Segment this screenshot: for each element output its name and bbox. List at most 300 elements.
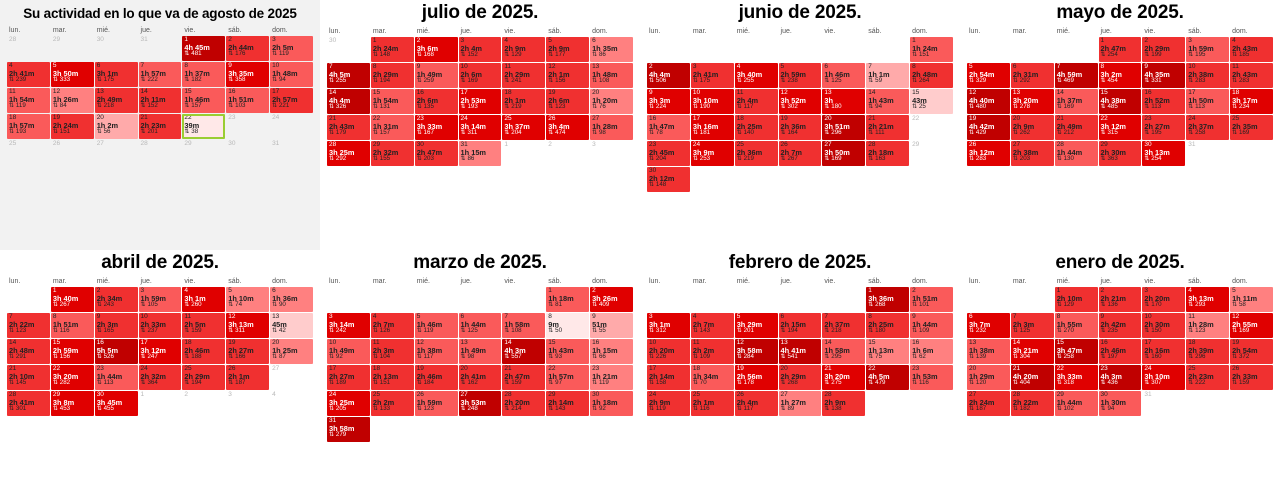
calendar-cell-day[interactable] [7,339,50,364]
calendar-cell-day[interactable] [779,89,822,114]
calendar-cell-day[interactable] [1055,63,1098,88]
calendar-cell-day[interactable] [459,391,502,416]
calendar-cell-day[interactable] [7,391,50,416]
calendar-cell-day[interactable] [1099,365,1142,390]
calendar-cell-day[interactable] [1230,313,1273,338]
day-count: ⇅ 526 [96,353,114,361]
calendar-cell-day[interactable] [226,88,269,113]
calendar-cell-day[interactable] [415,391,458,416]
calendar-cell-day[interactable] [735,391,778,416]
calendar-cell-day[interactable] [590,339,633,364]
calendar-cell-day[interactable] [95,313,138,338]
day-count: ⇅ 58 [1232,301,1246,309]
calendar-cell-day[interactable] [95,62,138,87]
calendar-cell-day[interactable] [1142,141,1185,166]
calendar-cell-day[interactable] [371,391,414,416]
calendar-cell-day[interactable] [590,391,633,416]
calendar-cell-day[interactable] [1099,37,1142,62]
calendar-cell-day[interactable] [1055,115,1098,140]
calendar-cell-day[interactable] [1230,115,1273,140]
calendar-cell-day[interactable] [139,365,182,390]
calendar-cell-day[interactable] [1142,115,1185,140]
calendar-cell-day[interactable] [910,339,953,364]
calendar-cell-day[interactable] [647,167,690,192]
calendar-cell-day[interactable] [590,287,633,312]
calendar-cell-day[interactable] [327,89,370,114]
day-duration: 2h 4m [736,95,759,105]
calendar-cell-day[interactable] [691,313,734,338]
day-duration: 1h 38m [969,345,995,355]
calendar-cell-day[interactable] [502,115,545,140]
calendar-cell-day[interactable] [691,141,734,166]
day-number: 23 [649,140,657,148]
calendar-cell-day[interactable] [1055,89,1098,114]
calendar-cell-day[interactable] [647,63,690,88]
weekday-header: mar. [52,277,67,285]
calendar-cell-day[interactable] [910,63,953,88]
calendar-cell-day[interactable] [546,313,589,338]
calendar-cell-day[interactable] [647,141,690,166]
day-count: ⇅ 254 [1100,51,1118,59]
calendar-cell-day[interactable] [459,141,502,166]
calendar-cell-day[interactable] [1186,313,1229,338]
calendar-cell-day[interactable] [51,365,94,390]
day-duration: 3h 17m [1232,95,1258,105]
day-number: 14 [329,88,337,96]
calendar-cell-day[interactable] [647,339,690,364]
calendar-cell-day[interactable] [371,115,414,140]
calendar-cell-day[interactable] [51,88,94,113]
calendar-cell-day[interactable] [1099,63,1142,88]
day-count: ⇅ 136 [1100,301,1118,309]
calendar-cell-day[interactable] [1011,115,1054,140]
calendar-cell-day[interactable] [371,141,414,166]
calendar-cell-day[interactable] [182,287,225,312]
calendar-cell-day[interactable] [1230,339,1273,364]
calendar-cell-day[interactable] [779,141,822,166]
calendar-cell-day[interactable] [226,365,269,390]
calendar-cell-day[interactable] [182,365,225,390]
calendar-cell-day[interactable] [546,63,589,88]
calendar-cell-day[interactable] [327,339,370,364]
calendar-cell-day[interactable] [182,114,225,139]
calendar-cell-day[interactable] [1142,365,1185,390]
calendar-cell-day[interactable] [415,141,458,166]
day-number: 6 [780,312,785,320]
calendar-cell-day[interactable] [779,63,822,88]
day-duration: 4h 45m [184,42,210,52]
day-count: ⇅ 169 [1056,103,1074,111]
calendar-cell-day[interactable] [1230,287,1273,312]
calendar-cell-day[interactable] [590,89,633,114]
calendar-cell-day[interactable] [182,339,225,364]
calendar-cell-day[interactable] [1186,115,1229,140]
calendar-cell-day[interactable] [735,89,778,114]
calendar-cell-day[interactable] [1011,63,1054,88]
calendar-cell-day[interactable] [327,313,370,338]
calendar-cell-day[interactable] [1011,141,1054,166]
calendar-cell-day[interactable] [270,88,313,113]
weekday-header: lun. [649,27,661,35]
calendar-cell-day[interactable] [546,339,589,364]
calendar-cell-day[interactable] [779,313,822,338]
calendar-cell-day[interactable] [1186,339,1229,364]
calendar-cell-day[interactable] [647,115,690,140]
calendar-cell-day[interactable] [7,114,50,139]
calendar-cell-day[interactable] [967,63,1010,88]
calendar-week-row [967,89,1273,114]
calendar-cell-day[interactable] [590,115,633,140]
calendar-cell-day[interactable] [866,365,909,390]
calendar-cell-day[interactable] [226,36,269,61]
calendar-cell-day[interactable] [546,115,589,140]
calendar-cell-day[interactable] [327,391,370,416]
calendar-cell-day[interactable] [415,365,458,390]
day-duration: 2h 54m [969,69,995,79]
calendar-cell-day[interactable] [182,36,225,61]
calendar-cell-day[interactable] [1099,89,1142,114]
calendar-cell-day[interactable] [691,391,734,416]
calendar-cell-day[interactable] [1142,37,1185,62]
calendar-cell-day[interactable] [1142,339,1185,364]
calendar-cell-day[interactable] [270,36,313,61]
calendar-cell-day[interactable] [1099,115,1142,140]
day-count: ⇅ 123 [9,327,27,335]
calendar-cell-day[interactable] [95,339,138,364]
calendar-cell-day[interactable] [590,313,633,338]
calendar-cell-day[interactable] [546,391,589,416]
day-duration: 1h 59m [1188,43,1214,53]
calendar-cell-day[interactable] [822,141,865,166]
calendar-cell-day[interactable] [459,37,502,62]
day-count: ⇅ 59 [868,77,883,85]
calendar-cell-day[interactable] [1186,63,1229,88]
calendar-cell-day[interactable] [910,365,953,390]
calendar-cell-day[interactable] [270,313,313,338]
calendar-cell-day[interactable] [866,63,909,88]
day-duration: 39m [184,120,200,130]
calendar-cell-day[interactable] [502,313,545,338]
calendar-cell-day[interactable] [139,339,182,364]
calendar-cell-day[interactable] [51,313,94,338]
weekday-header: lun. [969,277,981,285]
calendar-cell-day[interactable] [371,339,414,364]
calendar-cell-day[interactable] [1099,339,1142,364]
calendar-cell-day[interactable] [415,37,458,62]
calendar-cell-day[interactable] [1055,339,1098,364]
calendar-cell-day[interactable] [866,115,909,140]
day-duration: 1h 57m [548,371,574,381]
calendar-cell-day[interactable] [822,115,865,140]
calendar-cell-day[interactable] [95,114,138,139]
calendar-cell-day[interactable] [226,339,269,364]
weekday-header: jue. [780,277,792,285]
calendar-cell-day[interactable] [51,339,94,364]
calendar-cell-day[interactable] [967,365,1010,390]
calendar-week-row [7,365,313,390]
calendar-cell-day[interactable] [1011,339,1054,364]
calendar-cell-day[interactable] [139,62,182,87]
calendar-cell-day[interactable] [1055,365,1098,390]
calendar-cell-day[interactable] [590,365,633,390]
calendar-cell-day[interactable] [866,339,909,364]
calendar-cell-day[interactable] [967,141,1010,166]
day-duration: 3h [824,95,833,105]
calendar-cell-day[interactable] [1230,63,1273,88]
calendar-cell-day[interactable] [139,88,182,113]
calendar-cell-day[interactable] [822,89,865,114]
calendar-cell-day[interactable] [1230,365,1273,390]
calendar-cell-day[interactable] [1230,37,1273,62]
calendar-cell-day[interactable] [371,63,414,88]
calendar-cell-empty [371,417,414,442]
calendar-cell-day[interactable] [822,365,865,390]
calendar-cell-day[interactable] [1011,365,1054,390]
calendar-cell-day[interactable] [459,63,502,88]
calendar-cell-day[interactable] [95,391,138,416]
calendar-cell-day[interactable] [590,37,633,62]
calendar-cell-day[interactable] [866,89,909,114]
calendar-cell-day[interactable] [371,313,414,338]
day-duration: 1h 54m [372,95,399,105]
day-number: 30 [1100,390,1108,398]
calendar-cell-day[interactable] [967,89,1010,114]
calendar-cell-day[interactable] [779,365,822,390]
calendar-cell-day[interactable] [910,37,953,62]
calendar-cell-day[interactable] [1186,89,1229,114]
calendar-cell-day[interactable] [95,88,138,113]
calendar-cell-day[interactable] [691,115,734,140]
day-duration: 2h 36m [736,147,763,157]
calendar-cell-day[interactable] [327,141,370,166]
calendar-cell-day[interactable] [95,365,138,390]
day-count: ⇅ 180 [824,103,842,111]
calendar-cell-day[interactable] [415,115,458,140]
day-duration: 2h 35m [1232,121,1258,131]
calendar-cell-day[interactable] [546,287,589,312]
calendar-cell-day[interactable] [327,115,370,140]
calendar-cell-day[interactable] [822,391,865,416]
calendar-cell-day[interactable] [1055,141,1098,166]
day-number: 27 [824,140,832,148]
calendar-cell-day[interactable] [139,114,182,139]
day-number: 21 [1056,114,1064,122]
calendar-cell-day[interactable] [590,63,633,88]
calendar-cell-day[interactable] [1099,313,1142,338]
calendar-cell-day[interactable] [967,391,1010,416]
calendar-cell-day[interactable] [226,287,269,312]
calendar-cell-day[interactable] [7,365,50,390]
calendar-cell-day[interactable] [459,115,502,140]
calendar-cell-day[interactable] [1230,89,1273,114]
calendar-cell-day[interactable] [735,339,778,364]
calendar-cell-day[interactable] [1099,141,1142,166]
day-count: ⇅ 92 [329,353,343,361]
calendar-cell-empty [7,287,50,312]
calendar-cell-day[interactable] [139,287,182,312]
calendar-cell-day[interactable] [502,89,545,114]
calendar-cell-empty [822,287,865,312]
day-number: 19 [736,364,744,372]
calendar-cell-day[interactable] [51,391,94,416]
calendar-cell-day[interactable] [270,339,313,364]
calendar-cell-day[interactable] [415,313,458,338]
calendar-cell-day[interactable] [7,313,50,338]
calendar-cell-day[interactable] [735,63,778,88]
calendar-cell-day[interactable] [371,89,414,114]
calendar-cell-day[interactable] [95,287,138,312]
calendar-cell-day[interactable] [779,339,822,364]
calendar-cell-day[interactable] [910,313,953,338]
calendar-cell-day[interactable] [226,313,269,338]
day-number: 13 [1012,88,1021,96]
calendar-cell-day[interactable] [1142,313,1185,338]
calendar-cell-day[interactable] [327,63,370,88]
day-count: ⇅ 119 [649,405,666,413]
calendar-cell-day[interactable] [371,37,414,62]
calendar-cell-day[interactable] [546,365,589,390]
calendar-cell-day[interactable] [647,89,690,114]
calendar-cell-day[interactable] [866,313,909,338]
calendar-cell-day[interactable] [779,115,822,140]
calendar-cell-day[interactable] [270,287,313,312]
calendar-cell-day[interactable] [779,391,822,416]
calendar-cell-empty [647,37,690,62]
calendar-cell-day[interactable] [1055,313,1098,338]
day-count: ⇅ 178 [736,379,754,387]
calendar-cell-day[interactable] [327,365,370,390]
calendar-cell-day[interactable] [502,391,545,416]
calendar-cell-day[interactable] [1055,287,1098,312]
calendar-cell-day[interactable] [691,365,734,390]
calendar-cell-day[interactable] [822,339,865,364]
day-duration: 1h 37m [184,68,210,78]
calendar-cell-day[interactable] [415,63,458,88]
calendar-cell-day[interactable] [967,313,1010,338]
calendar-cell-day[interactable] [691,89,734,114]
calendar-cell-day[interactable] [546,89,589,114]
calendar-cell-day[interactable] [1142,89,1185,114]
day-count: ⇅ 218 [824,327,842,335]
calendar-cell-day[interactable] [270,62,313,87]
calendar-cell-day[interactable] [51,287,94,312]
calendar-cell-day[interactable] [459,365,502,390]
calendar-cell-day[interactable] [1186,287,1229,312]
calendar-cell-day[interactable] [1011,89,1054,114]
day-duration: 2h 4m [736,397,759,407]
calendar-cell-day[interactable] [967,339,1010,364]
calendar-cell-day[interactable] [327,417,370,442]
calendar-cell-day[interactable] [459,313,502,338]
calendar-cell-day[interactable] [502,63,545,88]
calendar-cell-day[interactable] [1011,391,1054,416]
day-duration: 2h 6m [416,95,439,105]
day-count: ⇅ 87 [272,353,286,361]
calendar-cell-day[interactable] [822,63,865,88]
calendar-cell-day[interactable] [502,365,545,390]
calendar-cell-day[interactable] [1099,287,1142,312]
day-duration: 4h 20m [1012,371,1039,381]
day-count: ⇅ 94 [272,76,286,84]
calendar-cell-empty [779,167,822,192]
calendar-cell-day[interactable] [967,115,1010,140]
calendar-cell-day[interactable] [182,62,225,87]
day-duration: 2h 57m [272,94,298,104]
calendar-cell-day[interactable] [7,88,50,113]
calendar-cell-day[interactable] [822,313,865,338]
day-duration: 2h 13m [372,371,399,381]
calendar-cell-day[interactable] [866,287,909,312]
calendar-cell-day[interactable] [182,88,225,113]
day-number [461,288,500,295]
calendar-cell-day[interactable] [459,339,502,364]
day-duration: 1h 30m [1100,397,1127,407]
weekday-header: mié. [1056,27,1070,35]
day-count: ⇅ 175 [692,77,711,85]
calendar-cell-day[interactable] [546,37,589,62]
calendar-cell-day[interactable] [139,313,182,338]
calendar-cell-day[interactable] [415,339,458,364]
calendar-cell-day[interactable] [459,89,502,114]
calendar-cell-day[interactable] [647,365,690,390]
day-count: ⇅ 218 [96,102,114,110]
calendar-cell-day[interactable] [735,365,778,390]
month-calendar-table [646,26,954,193]
calendar-cell-day[interactable] [51,114,94,139]
calendar-cell-day[interactable] [735,141,778,166]
calendar-cell-day[interactable] [502,37,545,62]
calendar-cell-day[interactable] [502,339,545,364]
calendar-cell-day[interactable] [371,365,414,390]
calendar-cell-day[interactable] [7,62,50,87]
calendar-cell-day[interactable] [51,62,94,87]
calendar-cell-day[interactable] [691,339,734,364]
calendar-cell-day[interactable] [1142,287,1185,312]
calendar-cell-day[interactable] [1186,37,1229,62]
day-count: ⇅ 364 [140,379,158,387]
day-number: 19 [52,113,61,121]
day-duration: 2h 41m [9,397,35,407]
calendar-cell-day[interactable] [1099,391,1142,416]
calendar-cell-day[interactable] [415,89,458,114]
month-calendar-table [966,276,1274,417]
day-number: 8 [372,62,377,70]
calendar-cell-day[interactable] [910,89,953,114]
calendar-cell-day[interactable] [910,287,953,312]
day-count: ⇅ 108 [504,327,522,335]
weekday-header: lun. [329,277,341,285]
calendar-cell-day[interactable] [647,391,690,416]
day-number: 5 [52,61,57,69]
calendar-cell-day[interactable] [735,115,778,140]
calendar-cell-day[interactable] [691,63,734,88]
day-duration: 3h 52m [780,95,807,105]
calendar-cell-empty [1011,37,1054,62]
calendar-cell-day[interactable] [1055,391,1098,416]
calendar-cell-day[interactable] [226,62,269,87]
calendar-cell-day[interactable] [1142,63,1185,88]
calendar-cell-day[interactable] [182,313,225,338]
calendar-cell-day[interactable] [866,141,909,166]
day-count: ⇅ 125 [1012,327,1031,335]
day-count: ⇅ 278 [1012,103,1031,111]
calendar-cell-day[interactable] [647,313,690,338]
day-duration: 2h 49m [1056,121,1083,131]
calendar-cell-day[interactable] [735,313,778,338]
calendar-cell-day[interactable] [1186,365,1229,390]
calendar-cell-day[interactable] [1011,313,1054,338]
day-number: 23 [1100,364,1108,372]
